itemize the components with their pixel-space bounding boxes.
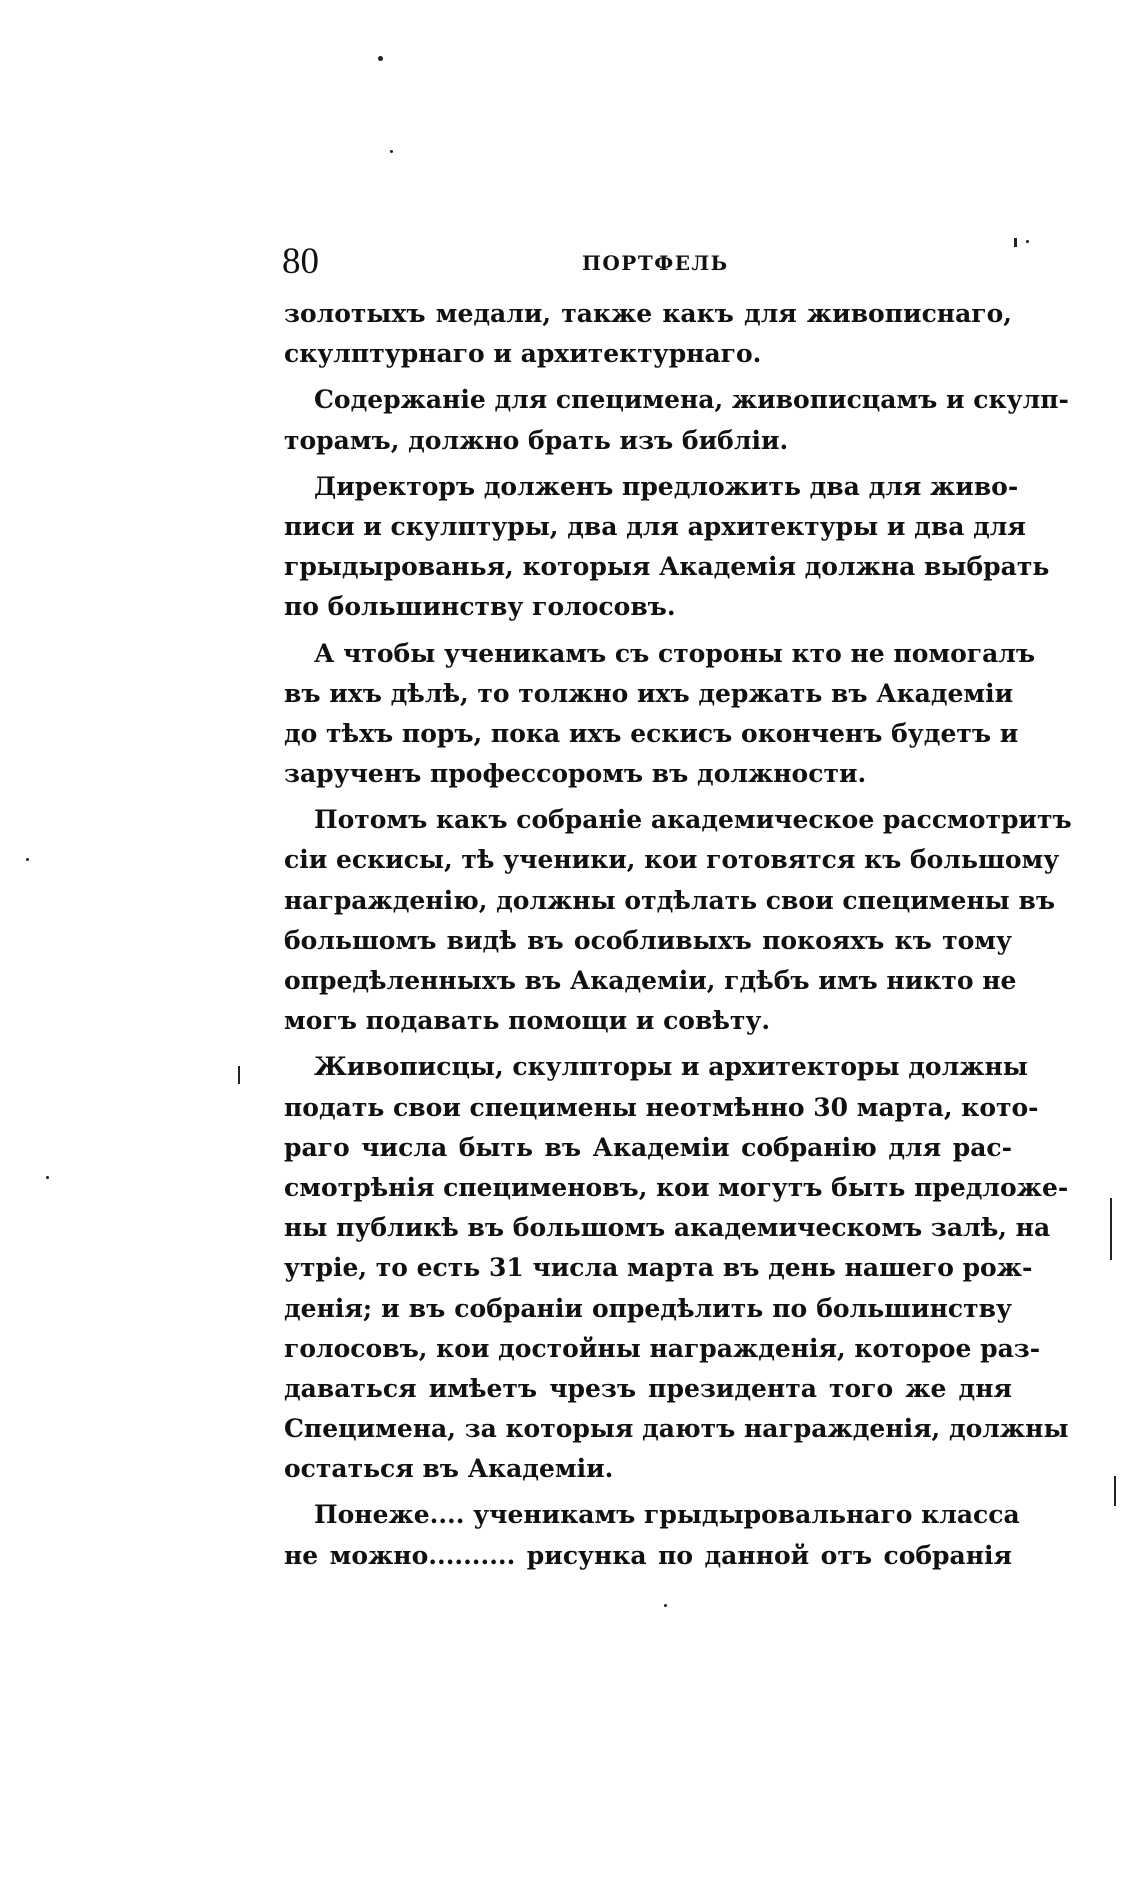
text-line: могъ подавать помощи и совѣту.	[284, 1006, 771, 1036]
text-line: до тѣхъ поръ, пока ихъ ескисъ оконченъ будетъ и	[284, 718, 1019, 748]
text-line: сіи ескисы, тѣ ученики, кои готовятся къ большому	[284, 845, 1060, 875]
text-line: остаться въ Академіи.	[284, 1454, 614, 1484]
page-number: 80	[282, 241, 319, 282]
paragraph	[284, 634, 1036, 795]
scan-speck	[1114, 1476, 1116, 1506]
text-line: денія; и въ собраніи опредѣлить по большинству	[284, 1293, 1012, 1323]
paragraph	[284, 467, 1050, 628]
text-line: въ ихъ дѣлѣ, то толжно ихъ держать въ Академіи	[284, 678, 1014, 708]
paragraph	[284, 800, 1072, 1041]
paragraph	[284, 380, 1069, 460]
text-line: утріе, то есть 31 числа марта въ день нашего рож-	[284, 1253, 1033, 1283]
text-line: А чтобы ученикамъ съ стороны кто не помогалъ	[314, 638, 1036, 668]
scan-speck	[1014, 238, 1017, 247]
page-header	[282, 240, 1012, 288]
text-line: золотыхъ медали, также какъ для живописнаго,	[284, 299, 1012, 328]
text-line: голосовъ, кои достойны награжденія, которое раз-	[284, 1333, 1041, 1363]
body-text	[284, 294, 1072, 1576]
text-line: зарученъ профессоромъ въ должности.	[284, 759, 867, 789]
scan-speck	[378, 56, 383, 61]
text-line: награжденію, должны отдѣлать свои специмены въ	[284, 885, 1055, 915]
paragraph	[284, 1495, 1020, 1575]
text-line: Понеже.... ученикамъ грыдыровальнаго класса	[314, 1500, 1020, 1530]
text-line: Содержаніе для специмена, живописцамъ и скулп-	[314, 385, 1069, 415]
text-line: большомъ видѣ въ особливыхъ покояхъ къ тому	[284, 925, 1012, 955]
paragraph	[284, 1047, 1069, 1489]
scan-speck	[664, 1604, 667, 1607]
text-line: писи и скулптуры, два для архитектуры и два для	[284, 511, 1026, 541]
text-line: подать свои специмены неотмѣнно 30 марта, кото-	[284, 1092, 1039, 1122]
scan-speck	[390, 150, 393, 153]
text-line: грыдырованья, которыя Академія должна выбрать	[284, 552, 1050, 582]
scan-speck	[1026, 240, 1029, 243]
text-line: опредѣленныхъ въ Академіи, гдѣбъ имъ никто не	[284, 966, 1017, 995]
text-line: скулптурнаго и архитектурнаго.	[284, 339, 762, 369]
text-line: раго числа быть въ Академіи собранію для рас-	[284, 1132, 1012, 1162]
text-line: даваться имѣетъ чрезъ президента того же дня	[284, 1373, 1012, 1403]
running-title: ПОРТФЕЛЬ	[582, 251, 729, 275]
text-line: не можно.......... рисунка по данной отъ собранія	[284, 1540, 1012, 1570]
text-line: Потомъ какъ собраніе академическое рассмотритъ	[314, 805, 1072, 835]
text-line: Директоръ долженъ предложить два для живо-	[314, 471, 1019, 501]
paragraph	[284, 294, 1012, 374]
text-line: смотрѣнія специменовъ, кои могутъ быть предложе-	[284, 1172, 1069, 1202]
text-line: Живописцы, скулпторы и архитекторы должны	[314, 1052, 1028, 1082]
text-line: по большинству голосовъ.	[284, 592, 676, 622]
text-line: Специмена, за которыя даютъ награжденія, должны	[284, 1414, 1069, 1444]
scan-speck	[46, 1176, 49, 1179]
scan-speck	[26, 858, 29, 861]
text-line: ны публикѣ въ большомъ академическомъ залѣ, на	[284, 1213, 1051, 1243]
scan-speck	[1110, 1198, 1112, 1260]
text-line: торамъ, должно брать изъ библіи.	[284, 425, 789, 455]
scan-speck	[238, 1066, 240, 1084]
